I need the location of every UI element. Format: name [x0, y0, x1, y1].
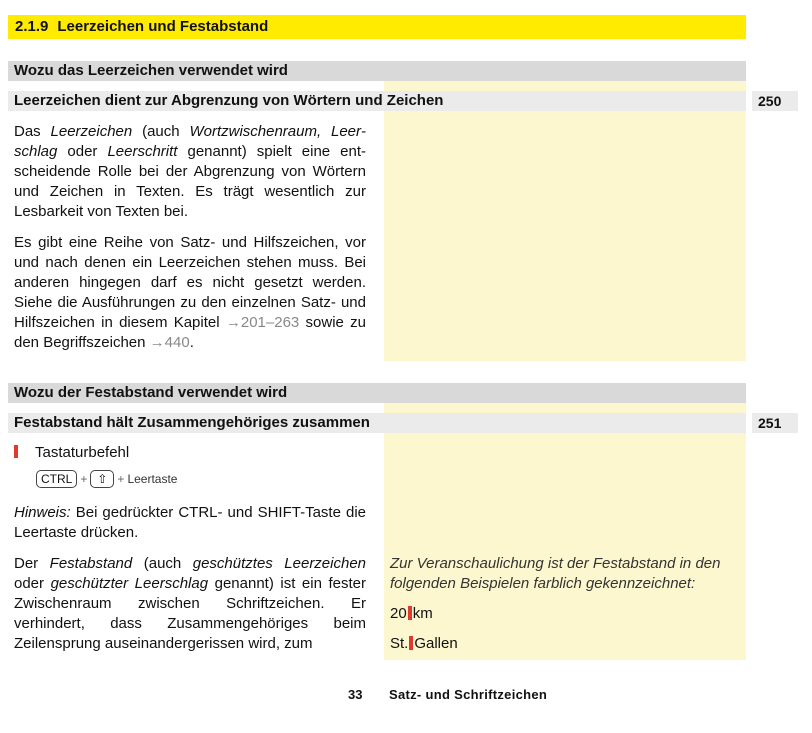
side-note: Zur Veranschaulichung ist der Festabstand in den folgenden Beispielen farblich gekennzeichnet:: [390, 555, 721, 592]
fixed-space-marker: [409, 636, 413, 650]
section-heading-1: Wozu das Leerzeichen verwendet wird: [8, 61, 746, 81]
cross-reference-201[interactable]: →201–263: [225, 314, 300, 331]
example-st-gallen: St. Gallen: [390, 635, 458, 652]
red-bullet-icon: [14, 445, 18, 458]
keyboard-shortcut: CTRL + ⇧ + Leertaste: [36, 469, 177, 489]
example-20-km: 20 km: [390, 605, 433, 622]
chapter-title: Leerzeichen und Festabstand: [57, 18, 269, 35]
paragraph-number-251: 251: [752, 413, 798, 433]
ctrl-key: CTRL: [36, 470, 77, 488]
paragraph-leerzeichen: Das Leerzeichen (auch Wortzwischenraum, Leerschlag oder Leerschritt genannt) spielt eine entscheidende Rolle bei der Abgrenzung von Wörtern und Zeichen in Texten. Es trägt wesentlich zur Lesbarkeit von Texten bei.: [14, 123, 367, 220]
space-key-label: Leertaste: [127, 471, 178, 486]
subheading-2: Festabstand hält Zusammengehöriges zusammen: [8, 413, 746, 433]
page-number: 33: [348, 687, 363, 702]
cross-reference-440[interactable]: →440: [149, 334, 190, 351]
bullet-item: [14, 443, 129, 463]
shift-key-icon: ⇧: [90, 470, 114, 488]
bullet-label: Tastaturbefehl: [35, 444, 130, 461]
hint-text: Hinweis: Bei gedrückter CTRL- und SHIFT-Taste die Leertaste drücken.: [14, 504, 366, 541]
paragraph-satzzeichen: Es gibt eine Reihe von Satz- und Hilfszeichen, vor und nach denen ein Leerzeichen stehen muss. Bei anderen hingegen darf es nicht gesetzt werden. Siehe die Ausführungen zu den einzelnen Satz- und Hilfszeichen in diesem Kapitel →201–263 sowie zu den Begriffszeichen →440.: [14, 234, 367, 351]
section-heading-2: Wozu der Festabstand verwendet wird: [8, 383, 746, 403]
paragraph-festabstand: Der Festabstand (auch geschütztes Leerzeichen oder geschützter Leerschlag genannt) ist ein fester Zwischenraum zwischen Schriftzeichen. Er verhindert, dass Zusammengehöriges beim Zeilensprung auseinandergerissen wird, zum: [14, 555, 367, 652]
paragraph-number-250: 250: [752, 91, 798, 111]
subheading-1: Leerzeichen dient zur Abgrenzung von Wörtern und Zeichen: [8, 91, 746, 111]
chapter-heading: [8, 15, 746, 39]
footer-title: Satz- und Schriftzeichen: [389, 687, 548, 702]
chapter-number: 2.1.9: [15, 18, 49, 35]
fixed-space-marker: [408, 606, 412, 620]
side-column-1: [384, 81, 746, 361]
